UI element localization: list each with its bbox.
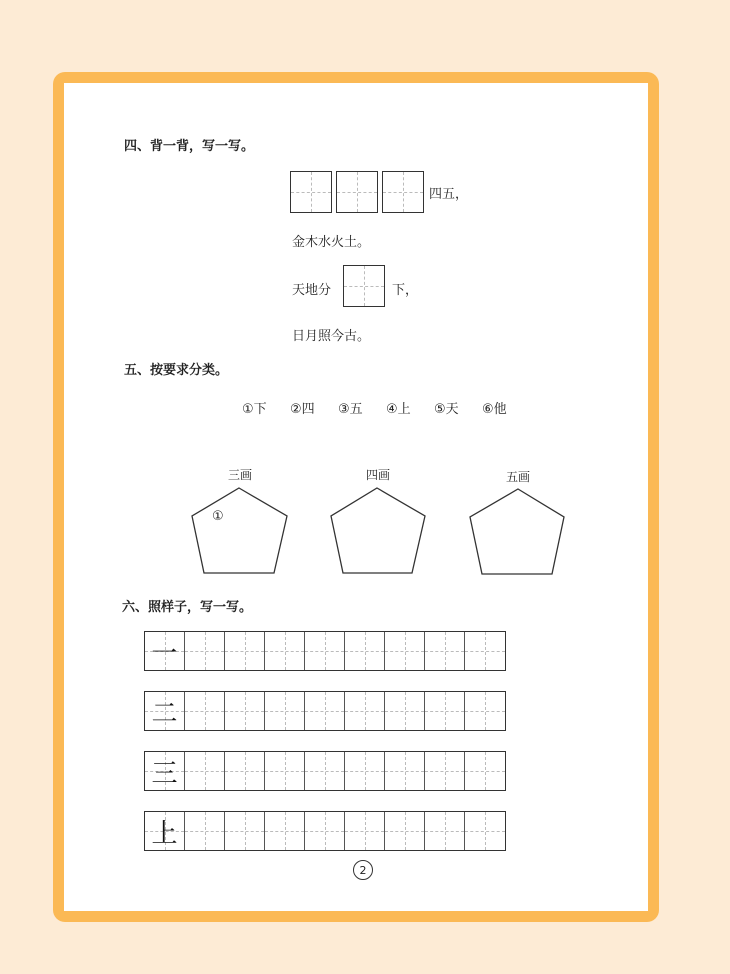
practice-cell[interactable]: [225, 692, 265, 730]
option-4: ④上: [386, 402, 411, 417]
practice-cell[interactable]: [185, 632, 225, 670]
model-character: 二: [151, 698, 178, 729]
practice-cell[interactable]: [465, 752, 505, 790]
practice-cell[interactable]: [305, 812, 345, 850]
practice-cell[interactable]: [425, 632, 465, 670]
practice-cell[interactable]: [465, 692, 505, 730]
poem-line-1-tail: 四五，: [429, 187, 469, 202]
practice-cell[interactable]: [265, 692, 305, 730]
model-cell: [145, 632, 185, 670]
practice-cell[interactable]: [265, 632, 305, 670]
poem-line-2: 金木水火土。: [292, 235, 371, 250]
worksheet-page: [64, 83, 648, 911]
poem-line-4: 日月照今古。: [292, 329, 371, 344]
practice-cell[interactable]: [425, 692, 465, 730]
pentagon-3-strokes: [192, 488, 287, 573]
practice-cell[interactable]: [185, 752, 225, 790]
group-label-5-strokes: 五画: [506, 470, 531, 484]
practice-cell[interactable]: [345, 752, 385, 790]
practice-cell[interactable]: [225, 812, 265, 850]
pentagon-5-strokes: [470, 489, 564, 574]
practice-cell[interactable]: [345, 812, 385, 850]
page-number: 2: [353, 860, 373, 880]
practice-row-4: [144, 811, 506, 851]
practice-cell[interactable]: [465, 812, 505, 850]
practice-cell[interactable]: [345, 692, 385, 730]
practice-cell[interactable]: [185, 692, 225, 730]
poem-line-3-tail: 下，: [392, 283, 419, 298]
model-character: 三: [151, 758, 178, 789]
practice-cell[interactable]: [225, 632, 265, 670]
practice-cell[interactable]: [385, 752, 425, 790]
practice-cell[interactable]: [305, 692, 345, 730]
section-5-title: 五、按要求分类。: [124, 363, 229, 378]
practice-cell[interactable]: [305, 632, 345, 670]
practice-cell[interactable]: [385, 812, 425, 850]
section-4-title: 四、背一背，写一写。: [124, 139, 255, 154]
group-label-3-strokes: 三画: [228, 468, 253, 482]
practice-cell[interactable]: [425, 752, 465, 790]
option-6: ⑥他: [482, 402, 507, 417]
worksheet-frame: [53, 72, 659, 922]
practice-row-2: [144, 691, 506, 731]
option-5: ⑤天: [434, 402, 459, 417]
practice-cell[interactable]: [345, 632, 385, 670]
practice-cell[interactable]: [465, 632, 505, 670]
practice-cell[interactable]: [225, 752, 265, 790]
practice-cell[interactable]: [265, 752, 305, 790]
model-character: 上: [151, 818, 178, 849]
option-3: ③五: [338, 402, 363, 417]
practice-row-3: [144, 751, 506, 791]
group-label-4-strokes: 四画: [366, 468, 391, 482]
poem-line-3-head: 天地分: [292, 283, 332, 298]
group-3-strokes-entry: ①: [212, 509, 224, 524]
model-cell: [145, 752, 185, 790]
option-2: ②四: [290, 402, 315, 417]
practice-cell[interactable]: [305, 752, 345, 790]
practice-cell[interactable]: [425, 812, 465, 850]
model-character: 一: [151, 638, 178, 669]
pentagon-4-strokes: [331, 488, 425, 573]
model-cell: [145, 812, 185, 850]
practice-cell[interactable]: [185, 812, 225, 850]
option-1: ①下: [242, 402, 267, 417]
section-6-title: 六、照样子，写一写。: [122, 600, 253, 615]
practice-cell[interactable]: [265, 812, 305, 850]
practice-cell[interactable]: [385, 632, 425, 670]
practice-cell[interactable]: [385, 692, 425, 730]
practice-row-1: [144, 631, 506, 671]
model-cell: [145, 692, 185, 730]
